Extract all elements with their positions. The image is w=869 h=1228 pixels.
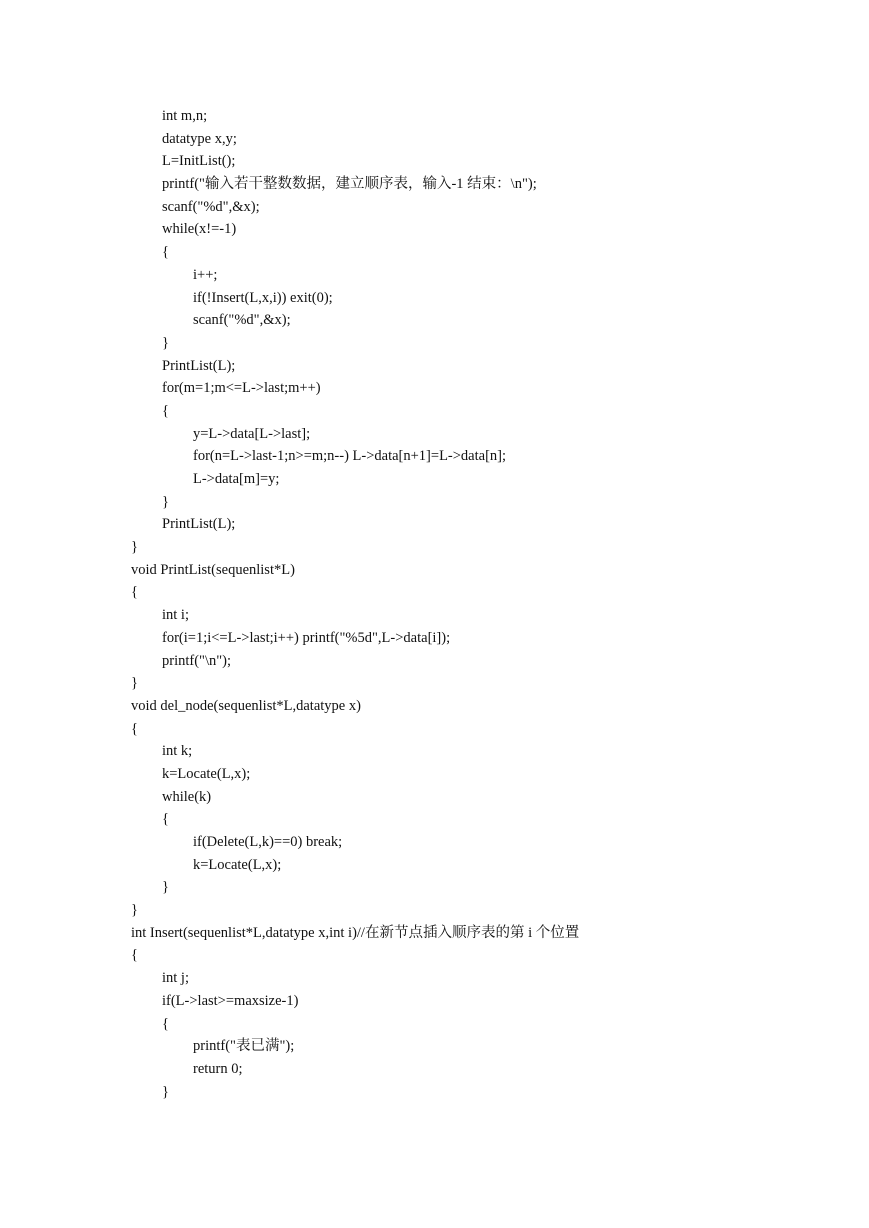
- code-line: for(n=L->last-1;n>=m;n--) L->data[n+1]=L->data[n];: [193, 448, 507, 465]
- code-line: {: [162, 1015, 169, 1032]
- code-line: }: [131, 539, 138, 556]
- code-line: void PrintList(sequenlist*L): [131, 561, 295, 578]
- code-line: {: [162, 811, 169, 828]
- code-line: }: [162, 879, 169, 896]
- code-line: return 0;: [193, 1060, 243, 1077]
- code-line: PrintList(L);: [162, 516, 236, 533]
- code-line: while(k): [162, 788, 212, 805]
- code-line: int m,n;: [162, 108, 208, 124]
- code-listing: [131, 105, 579, 1103]
- code-line: printf("\n");: [162, 652, 232, 669]
- code-line: for(m=1;m<=L->last;m++): [162, 380, 321, 397]
- code-line: L=InitList();: [162, 153, 236, 170]
- code-line: int i;: [162, 607, 189, 624]
- code-line: }: [131, 902, 138, 919]
- code-line: {: [131, 720, 138, 737]
- code-line: }: [131, 675, 138, 692]
- code-line: if(Delete(L,k)==0) break;: [193, 834, 343, 850]
- code-line: while(x!=-1): [162, 221, 237, 238]
- code-line: printf("表已满");: [193, 1038, 295, 1055]
- code-line: for(i=1;i<=L->last;i++) printf("%5d",L->data[i]);: [162, 629, 451, 646]
- code-line: if(!Insert(L,x,i)) exit(0);: [193, 289, 333, 306]
- code-line: }: [162, 1083, 169, 1100]
- code-line: k=Locate(L,x);: [162, 765, 251, 782]
- code-line: }: [162, 334, 169, 351]
- code-line: int j;: [162, 970, 189, 987]
- code-line: scanf("%d",&x);: [162, 198, 260, 215]
- code-line: datatype x,y;: [162, 130, 237, 147]
- code-line: y=L->data[L->last];: [193, 425, 311, 442]
- code-line: i++;: [193, 266, 218, 283]
- code-line: {: [162, 244, 169, 261]
- code-line: int Insert(sequenlist*L,datatype x,int i)//在新节点插入顺序表的第 i 个位置: [131, 924, 580, 941]
- code-line: printf("输入若干整数数据，建立顺序表，输入-1 结束：\n");: [162, 176, 537, 193]
- code-line: {: [162, 402, 169, 419]
- code-line: if(L->last>=maxsize-1): [162, 992, 299, 1009]
- code-line: PrintList(L);: [162, 357, 236, 374]
- code-line: int k;: [162, 743, 193, 760]
- code-line: {: [131, 584, 138, 601]
- code-line: L->data[m]=y;: [193, 471, 280, 487]
- code-line: {: [131, 947, 138, 964]
- code-line: }: [162, 493, 169, 510]
- code-line: void del_node(sequenlist*L,datatype x): [131, 697, 361, 714]
- code-line: scanf("%d",&x);: [193, 312, 291, 329]
- code-line: k=Locate(L,x);: [193, 856, 282, 873]
